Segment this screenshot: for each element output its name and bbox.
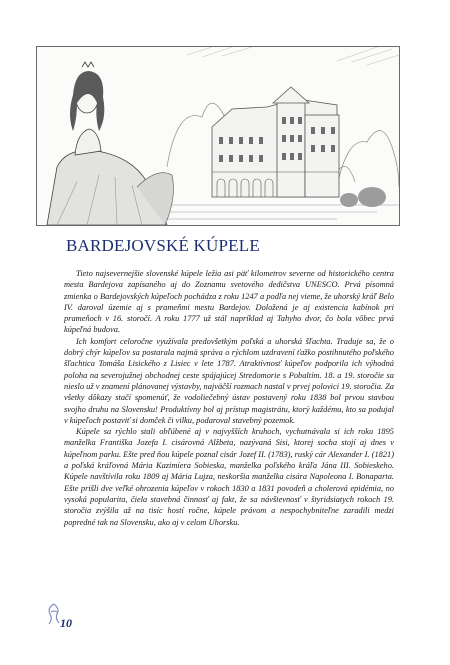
page-number: 10 <box>60 616 72 630</box>
sky-hatching <box>187 47 399 65</box>
shrubs <box>340 187 386 207</box>
ground <box>137 205 399 219</box>
section-title: BARDEJOVSKÉ KÚPELE <box>66 236 260 255</box>
article-body <box>64 268 394 528</box>
sisi-figure <box>47 62 173 225</box>
paragraph: Tieto najsevernejšie slovenské kúpele ležia asi päť kilometrov severne od historického centra mesta Bardejova zapísaného aj do Zoznamu svetového dedičstva UNESCO. Prvá písomná zmienka o Bardejovských kúpeľoch pochádza z roku 1247 a podľa nej vieme, že uhorský kráľ Belo IV. daroval územie aj s prameňmi mestu Bardejov. Doložená je aj existencia kabínok pri prameňoch v 16. storočí. A roku 1777 už stál napríklad aj Tahyho dvor, čo bola vôbec prvá kúpeľná budova. <box>64 269 394 335</box>
pencil-sketch <box>37 47 399 225</box>
paragraph: Kúpele sa rýchlo stali obľúbené aj v najvyšších kruhoch, vychutnávala si ich roku 1895 manželka Františka Jozefa I. cisárovná Alžbeta, nazývaná Sisi, ktorej socha stojí aj dnes v kúpeľnom parku. Ešte pred ňou kúpele poznal cisár Jozef II. (1783), ruský cár Alexander I. (1821) a poľská kráľovná Mária Kazimíera Sobieska, manželka poľského kráľa Jána III. Sobieskeho. Kúpele navštívila roku 1809 aj Mária Lujza, neskoršia manželka cisára Napoleona I. Bonaparta. Ešte prišli dve veľké ohrozenia kúpeľov v rokoch 1830 a 1831 povodeň a cholerová epidémia, no vysoká popularita, čiela stavebná činnosť aj fakt, že sa návštevnosť v štyridsiatych rokoch 19. storočia zvýšila až na tisíc hostí ročne, kúpele právom a nespochybniteľne zaradili medzi popredné tak na Slovensku, ako aj v celom Uhorsku. <box>64 427 394 527</box>
paragraph: Ich komfort celoročne využívala predovšetkým poľská a uhorská šľachta. Traduje sa, že o dobrý chýr kúpeľov sa postarala najmä správa o rýchlom uzdravení ťažko postihnutého poľského šľachtica Tomáša Lisického z Lisiec v lete 1787. Atraktívnosť kúpeľov podporila ich výhodná poloha na severojužnej obchodnej ceste spájajúcej Stredomorie s Pobaltím. 18. a 19. storočie sa nieslo už v znamení plánovanej výstavby, najväčší rozmach nastal v prvej polovici 19. storočia. Za všetky dôkazy stačí spomenúť, že vodoliečebný ústav postavený roku 1838 bol prvou stavbou svojho druhu na Slovensku! Produktívny bol aj prístup magistrátu, ktorý každému, kto sa podujal v kúpeľoch postaviť si domček či vilku, podaroval stavebný pozemok. <box>64 336 394 425</box>
spa-illustration <box>36 46 400 226</box>
